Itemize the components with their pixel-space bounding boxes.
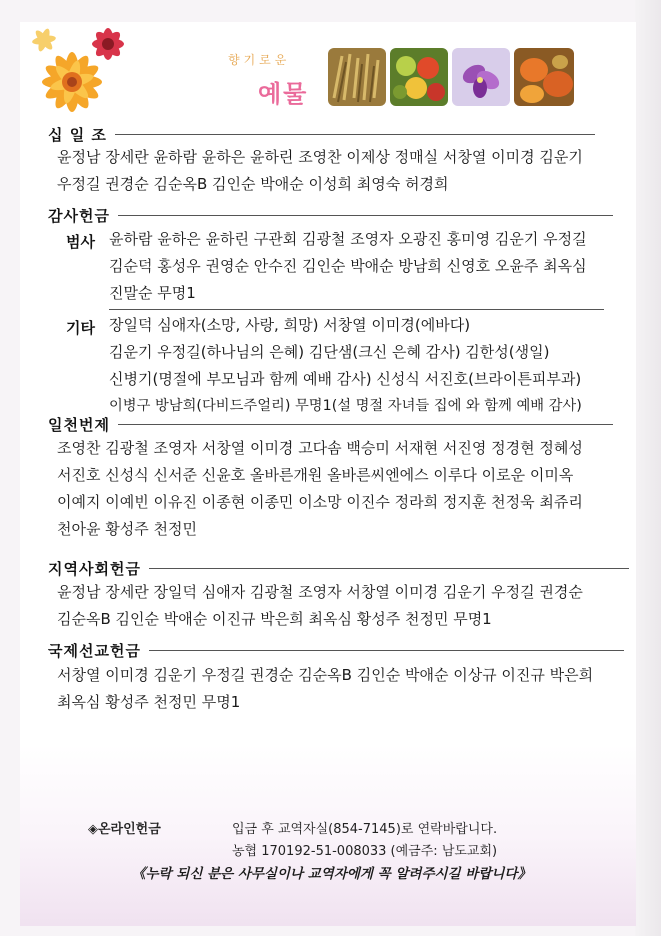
section-title: 십 일 조 <box>48 126 107 144</box>
thanksgiving-other-row: 장일덕 심애자(소망, 사랑, 희망) 서창열 이미경(에바다) <box>109 316 471 334</box>
bank-account-info: 농협 170192-51-008033 (예금주: 남도교회) <box>232 844 498 859</box>
section-header-community <box>48 558 629 579</box>
pumpkin-photo <box>514 48 574 106</box>
community-names-row: 김순옥B 김인순 박애순 이진규 박은희 최옥심 황성주 천정민 무명1 <box>57 610 492 628</box>
section-divider <box>118 215 613 216</box>
section-title: 지역사회헌금 <box>48 560 141 578</box>
thanksgiving-other-row: 김운기 우정길(하나님의 은혜) 김단샘(크신 은혜 감사) 김한성(생일) <box>109 343 550 361</box>
thanksgiving-names-row: 김순덕 홍성우 권영순 안수진 김인순 박애순 방남희 신영호 오윤주 최옥심 <box>109 257 587 275</box>
section-title: 국제선교헌금 <box>48 642 141 660</box>
thanksgiving-names-row: 윤하람 윤하은 윤하린 구관회 김광철 조영자 오광진 홍미영 김운기 우정길 <box>109 230 587 248</box>
section-title: 감사헌금 <box>48 207 110 225</box>
thousand-names-row: 서진호 신성식 신서준 신윤호 올바른개원 올바른씨엔에스 이루다 이로운 이미옥 <box>57 466 574 484</box>
thousand-names-row: 천아윤 황성주 천정민 <box>57 520 197 538</box>
grain-photo <box>328 48 386 106</box>
offering-photos-strip <box>328 48 574 106</box>
missions-names-row: 최옥심 황성주 천정민 무명1 <box>57 693 241 711</box>
orchid-photo <box>452 48 510 106</box>
section-divider <box>149 568 629 569</box>
thousand-names-row: 조영찬 김광철 조영자 서창열 이미경 고다솜 백승미 서재현 서진영 정경현 정혜성 <box>57 439 583 457</box>
section-divider <box>118 424 613 425</box>
online-offering-label: ◈온라인헌금 <box>88 822 161 837</box>
section-title: 일천번제 <box>48 416 110 434</box>
header-title: 예물 <box>258 80 309 108</box>
section-divider <box>149 650 624 651</box>
section-divider <box>115 134 595 135</box>
tithe-names-row: 우정길 권경순 김순옥B 김인순 박애순 이성희 최영숙 허경희 <box>57 175 449 193</box>
subgroup-label-everything: 범사 <box>66 233 95 251</box>
header-subtitle: 향기로운 <box>228 53 291 67</box>
subgroup-label-other: 기타 <box>66 319 95 337</box>
subgroup-divider <box>109 309 604 310</box>
thanksgiving-other-row: 이병구 방남희(다비드주얼리) 무명1(설 명절 자녀들 집에 와 함께 예배 감사) <box>109 398 582 414</box>
section-header-thanksgiving <box>48 205 613 226</box>
offering-bulletin-page <box>20 22 636 926</box>
page-edge-shadow <box>635 0 661 936</box>
flower-decoration-image <box>20 22 140 132</box>
section-header-tithe <box>48 124 595 145</box>
thanksgiving-names-row: 진말순 무명1 <box>109 284 196 302</box>
community-names-row: 윤정남 장세란 장일덕 심애자 김광철 조영자 서창열 이미경 김운기 우정길 권경순 <box>57 583 583 601</box>
section-header-thousand-offerings <box>48 414 613 435</box>
fruit-photo <box>390 48 448 106</box>
contact-instructions: 입금 후 교역자실(854-7145)로 연락바랍니다. <box>232 822 498 837</box>
thanksgiving-other-row: 신병기(명절에 부모님과 함께 예배 감사) 신성식 서진호(브라이튼피부과) <box>109 370 582 388</box>
section-header-missions <box>48 640 624 661</box>
tithe-names-row: 윤정남 장세란 윤하람 윤하은 윤하린 조영찬 이제상 정매실 서창열 이미경 김운기 <box>57 148 583 166</box>
thousand-names-row: 이예지 이예빈 이유진 이종현 이종민 이소망 이진수 정라희 정지훈 천정욱 최쥬리 <box>57 493 583 511</box>
missions-names-row: 서창열 이미경 김운기 우정길 권경순 김순옥B 김인순 박애순 이상규 이진규 박은희 <box>57 666 594 684</box>
omission-notice: 《누락 되신 분은 사무실이나 교역자에게 꼭 알려주시길 바랍니다》 <box>132 866 531 882</box>
